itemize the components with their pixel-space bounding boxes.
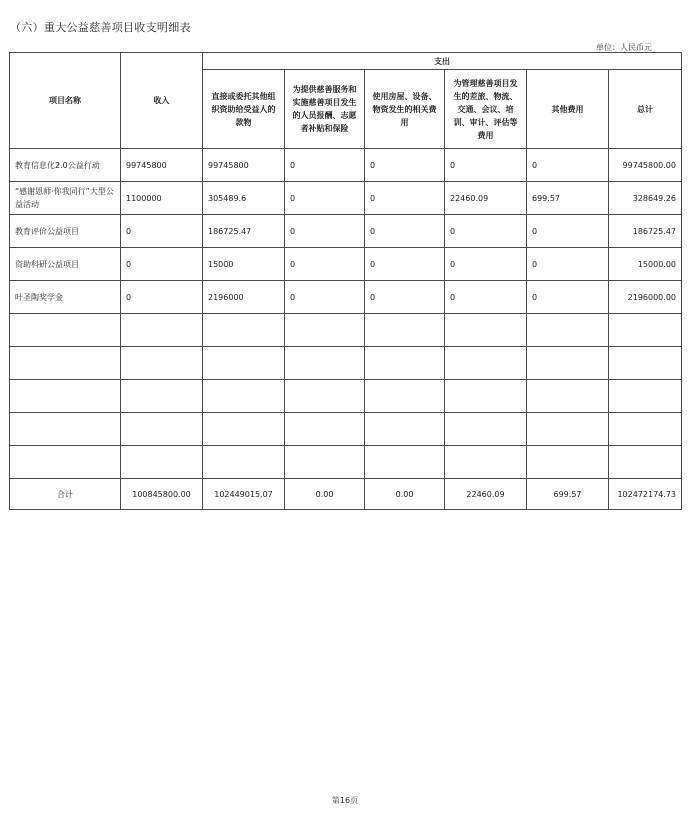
empty-cell bbox=[527, 380, 609, 413]
header-direct-aid: 直接或委托其他组织资助给受益人的款物 bbox=[203, 70, 285, 149]
page-title: （六）重大公益慈善项目收支明细表 bbox=[10, 21, 191, 34]
empty-cell bbox=[609, 446, 682, 479]
row-personnel-costs: 0 bbox=[285, 281, 365, 314]
row-total: 328649.26 bbox=[609, 182, 682, 215]
row-other-costs: 0 bbox=[527, 215, 609, 248]
totals-direct-aid: 102449015.07 bbox=[203, 479, 285, 510]
empty-cell bbox=[285, 446, 365, 479]
table-row bbox=[10, 248, 682, 281]
empty-row bbox=[10, 413, 682, 446]
row-facility-costs: 0 bbox=[365, 248, 445, 281]
row-total: 186725.47 bbox=[609, 215, 682, 248]
header-project-name: 项目名称 bbox=[10, 53, 121, 149]
empty-cell bbox=[365, 314, 445, 347]
row-income: 0 bbox=[121, 248, 203, 281]
row-total: 2196000.00 bbox=[609, 281, 682, 314]
empty-cell bbox=[121, 413, 203, 446]
row-other-costs: 0 bbox=[527, 281, 609, 314]
empty-cell bbox=[10, 413, 121, 446]
project-income-expenditure-table bbox=[9, 52, 682, 510]
empty-cell bbox=[121, 446, 203, 479]
empty-cell bbox=[285, 413, 365, 446]
row-personnel-costs: 0 bbox=[285, 248, 365, 281]
empty-cell bbox=[10, 446, 121, 479]
row-income: 0 bbox=[121, 215, 203, 248]
totals-total: 102472174.73 bbox=[609, 479, 682, 510]
empty-cell bbox=[445, 446, 527, 479]
empty-cell bbox=[203, 413, 285, 446]
empty-row bbox=[10, 380, 682, 413]
empty-cell bbox=[609, 380, 682, 413]
empty-cell bbox=[10, 380, 121, 413]
table-row bbox=[10, 182, 682, 215]
row-project-name: “感谢恩师·你我同行”大型公益活动 bbox=[10, 182, 121, 215]
empty-cell bbox=[365, 446, 445, 479]
empty-cell bbox=[527, 314, 609, 347]
row-total: 15000.00 bbox=[609, 248, 682, 281]
empty-cell bbox=[285, 314, 365, 347]
empty-row bbox=[10, 314, 682, 347]
page-number: 第16页 bbox=[331, 796, 359, 805]
empty-cell bbox=[445, 314, 527, 347]
row-personnel-costs: 0 bbox=[285, 182, 365, 215]
row-project-name: 教育评价公益项目 bbox=[10, 215, 121, 248]
row-income: 99745800 bbox=[121, 149, 203, 182]
table-row bbox=[10, 281, 682, 314]
header-management-costs: 为管理慈善项目发生的差旅、物流、交通、会议、培训、审计、评估等费用 bbox=[445, 70, 527, 149]
header-personnel-costs: 为提供慈善服务和实施慈善项目发生的人员报酬、志愿者补贴和保险 bbox=[285, 70, 365, 149]
row-other-costs: 699.57 bbox=[527, 182, 609, 215]
empty-cell bbox=[203, 380, 285, 413]
row-facility-costs: 0 bbox=[365, 182, 445, 215]
header-expenditure: 支出 bbox=[203, 53, 682, 70]
empty-cell bbox=[203, 446, 285, 479]
row-total: 99745800.00 bbox=[609, 149, 682, 182]
row-direct-aid: 15000 bbox=[203, 248, 285, 281]
header-income: 收入 bbox=[121, 53, 203, 149]
header-other-costs: 其他费用 bbox=[527, 70, 609, 149]
empty-cell bbox=[365, 347, 445, 380]
empty-cell bbox=[527, 347, 609, 380]
row-project-name: 资助科研公益项目 bbox=[10, 248, 121, 281]
totals-facility-costs: 0.00 bbox=[365, 479, 445, 510]
empty-row bbox=[10, 446, 682, 479]
totals-label: 合计 bbox=[10, 479, 121, 510]
empty-cell bbox=[285, 380, 365, 413]
empty-cell bbox=[365, 413, 445, 446]
empty-cell bbox=[121, 380, 203, 413]
row-management-costs: 22460.09 bbox=[445, 182, 527, 215]
empty-cell bbox=[527, 446, 609, 479]
header-facility-costs: 使用房屋、设备、物资发生的相关费用 bbox=[365, 70, 445, 149]
row-income: 1100000 bbox=[121, 182, 203, 215]
row-facility-costs: 0 bbox=[365, 281, 445, 314]
empty-cell bbox=[121, 314, 203, 347]
empty-cell bbox=[609, 413, 682, 446]
row-personnel-costs: 0 bbox=[285, 215, 365, 248]
empty-cell bbox=[445, 347, 527, 380]
row-management-costs: 0 bbox=[445, 281, 527, 314]
totals-income: 100845800.00 bbox=[121, 479, 203, 510]
totals-other-costs: 699.57 bbox=[527, 479, 609, 510]
empty-cell bbox=[285, 347, 365, 380]
row-direct-aid: 186725.47 bbox=[203, 215, 285, 248]
empty-cell bbox=[203, 314, 285, 347]
totals-row bbox=[10, 479, 682, 510]
empty-cell bbox=[10, 314, 121, 347]
table-row bbox=[10, 215, 682, 248]
empty-cell bbox=[365, 380, 445, 413]
row-direct-aid: 99745800 bbox=[203, 149, 285, 182]
header-total: 总计 bbox=[609, 70, 682, 149]
totals-management-costs: 22460.09 bbox=[445, 479, 527, 510]
row-management-costs: 0 bbox=[445, 215, 527, 248]
empty-cell bbox=[10, 347, 121, 380]
row-project-name: 叶圣陶奖学金 bbox=[10, 281, 121, 314]
empty-cell bbox=[609, 314, 682, 347]
row-management-costs: 0 bbox=[445, 149, 527, 182]
row-income: 0 bbox=[121, 281, 203, 314]
empty-cell bbox=[445, 380, 527, 413]
row-facility-costs: 0 bbox=[365, 215, 445, 248]
row-direct-aid: 305489.6 bbox=[203, 182, 285, 215]
row-personnel-costs: 0 bbox=[285, 149, 365, 182]
empty-cell bbox=[203, 347, 285, 380]
row-other-costs: 0 bbox=[527, 149, 609, 182]
row-direct-aid: 2196000 bbox=[203, 281, 285, 314]
row-project-name: 教育信息化2.0公益行动 bbox=[10, 149, 121, 182]
table-row bbox=[10, 149, 682, 182]
row-other-costs: 0 bbox=[527, 248, 609, 281]
totals-personnel-costs: 0.00 bbox=[285, 479, 365, 510]
empty-cell bbox=[121, 347, 203, 380]
empty-cell bbox=[445, 413, 527, 446]
empty-cell bbox=[609, 347, 682, 380]
row-management-costs: 0 bbox=[445, 248, 527, 281]
row-facility-costs: 0 bbox=[365, 149, 445, 182]
empty-cell bbox=[527, 413, 609, 446]
empty-row bbox=[10, 347, 682, 380]
currency-unit: 单位：人民币元 bbox=[596, 43, 652, 52]
